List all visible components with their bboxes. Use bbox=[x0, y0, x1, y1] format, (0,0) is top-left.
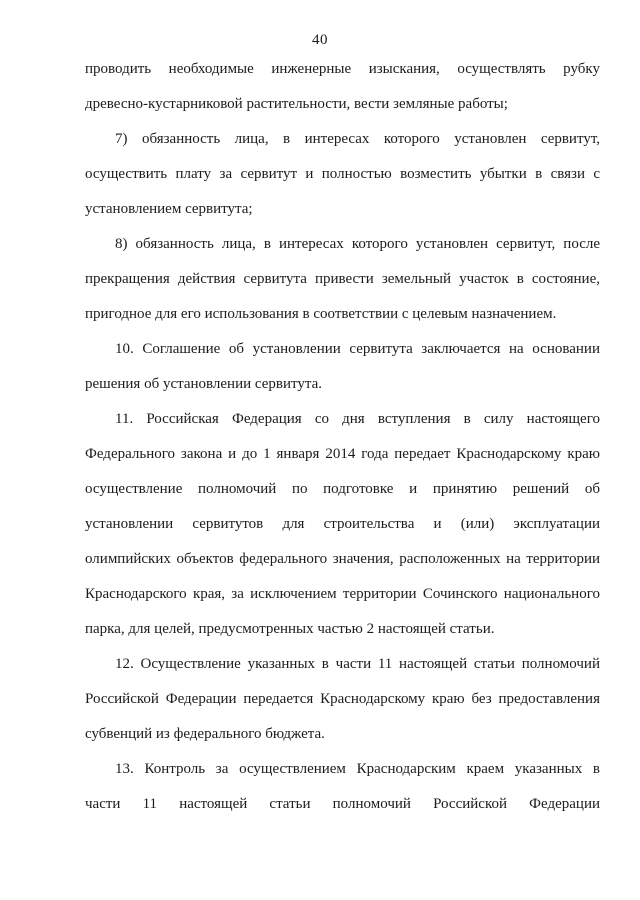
text-line: 11. Российская Федерация со дня вступления в силу настоящего bbox=[115, 411, 600, 427]
text-line: 12. Осуществление указанных в части 11 настоящей статьи полномочий bbox=[115, 656, 600, 672]
text-line: Федерального закона и до 1 января 2014 года передает Краснодарскому краю bbox=[85, 446, 600, 462]
text-line: 7) обязанность лица, в интересах которого установлен сервитут, bbox=[115, 131, 600, 147]
paragraph-item-8 bbox=[85, 227, 600, 332]
text-line: олимпийских объектов федерального значения, расположенных на территории bbox=[85, 551, 600, 567]
text-line: древесно-кустарниковой растительности, вести земляные работы; bbox=[85, 96, 508, 112]
text-line: части 11 настоящей статьи полномочий Российской Федерации bbox=[85, 796, 600, 812]
text-line: Краснодарского края, за исключением территории Сочинского национального bbox=[85, 586, 600, 602]
text-line: 8) обязанность лица, в интересах которого установлен сервитут, после bbox=[115, 236, 600, 252]
text-line: пригодное для его использования в соответствии с целевым назначением. bbox=[85, 306, 557, 322]
text-line: 13. Контроль за осуществлением Краснодарским краем указанных в bbox=[115, 761, 600, 777]
text-line: решения об установлении сервитута. bbox=[85, 376, 323, 392]
paragraph-continuation bbox=[85, 52, 600, 122]
paragraph-part-10 bbox=[85, 332, 600, 402]
text-line: 10. Соглашение об установлении сервитута заключается на основании bbox=[115, 341, 600, 357]
paragraph-part-11 bbox=[85, 402, 600, 647]
text-block bbox=[85, 52, 600, 822]
text-line: прекращения действия сервитута привести земельный участок в состояние, bbox=[85, 271, 600, 287]
text-line: парка, для целей, предусмотренных частью 2 настоящей статьи. bbox=[85, 621, 495, 637]
paragraph-part-13 bbox=[85, 752, 600, 822]
text-line: проводить необходимые инженерные изыскания, осуществлять рубку bbox=[85, 61, 600, 77]
paragraph-part-12 bbox=[85, 647, 600, 752]
text-line: осуществление полномочий по подготовке и принятию решений об bbox=[85, 481, 600, 497]
text-line: осуществить плату за сервитут и полностью возместить убытки в связи с bbox=[85, 166, 600, 182]
paragraph-item-7 bbox=[85, 122, 600, 227]
text-line: установлении сервитутов для строительства и (или) эксплуатации bbox=[85, 516, 600, 532]
text-line: установлением сервитута; bbox=[85, 201, 253, 217]
text-line: субвенций из федерального бюджета. bbox=[85, 726, 325, 742]
page-number: 40 bbox=[312, 32, 328, 48]
text-line: Российской Федерации передается Краснодарскому краю без предоставления bbox=[85, 691, 600, 707]
